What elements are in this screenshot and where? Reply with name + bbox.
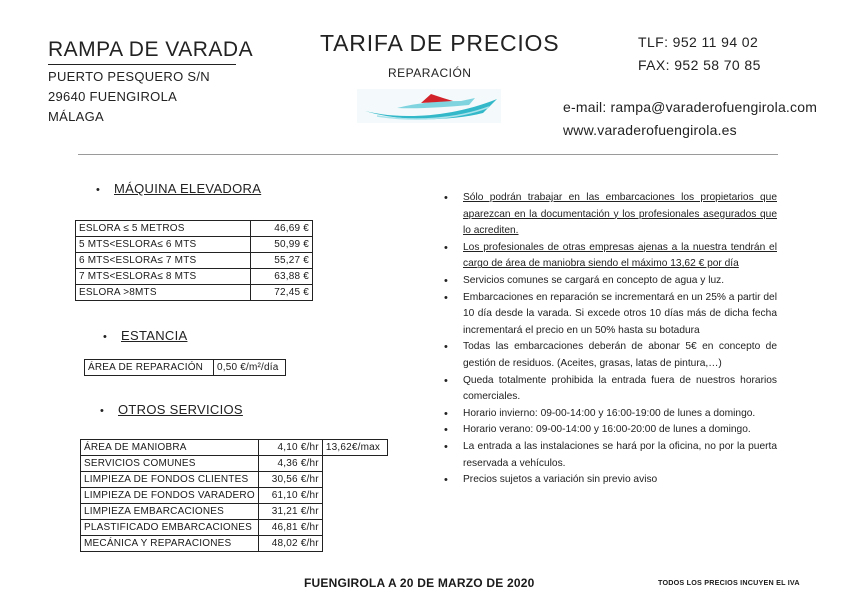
- conditions-list: [442, 190, 777, 489]
- list-item: [442, 273, 777, 290]
- table-row: [76, 237, 313, 253]
- email-address[interactable]: e-mail: rampa@varaderofuengirola.com: [563, 99, 818, 115]
- table-row: [81, 520, 388, 536]
- estancia-price-table: [84, 359, 286, 376]
- footer-date: FUENGIROLA A 20 DE MARZO DE 2020: [304, 576, 535, 590]
- row-label: 6 MTS<ESLORA≤ 7 MTS: [76, 253, 251, 269]
- row-price: 0,50 €/m²/día: [214, 360, 286, 376]
- row-price: 46,69 €: [251, 221, 313, 237]
- table-row: [76, 221, 313, 237]
- row-price: 4,10 €/hr: [258, 440, 322, 456]
- section-title: OTROS SERVICIOS: [118, 402, 243, 417]
- note-text: Horario verano: 09-00-14:00 y 16:00-20:00 de lunes a domingo.: [463, 424, 751, 436]
- note-text: Queda totalmente prohibida la entrada fuera de nuestros horarios comerciales.: [463, 374, 777, 403]
- row-label: ÁREA DE MANIOBRA: [81, 440, 259, 456]
- boat-logo-icon: [357, 89, 501, 123]
- list-item: [442, 339, 777, 372]
- note-text: Todas las embarcaciones deberán de abonar 5€ en concepto de gestión de residuos. (Aceites, grasas, latas de pintura,…): [463, 341, 777, 369]
- address-line-3: MÁLAGA: [48, 109, 104, 124]
- address-line-1: PUERTO PESQUERO S/N: [48, 69, 210, 84]
- table-row: [81, 536, 388, 552]
- note-text: Embarcaciones en reparación se incrementará en un 25% a partir del 10 día desde la varada. Si excede otros 10 días más de dicha fecha incrementará el precio en un 50% hasta su botadura: [463, 291, 777, 336]
- row-label: ESLORA ≤ 5 METROS: [76, 221, 251, 237]
- table-row: [81, 456, 388, 472]
- table-row: [76, 269, 313, 285]
- table-row: [76, 253, 313, 269]
- section-maquina-elevadora: [96, 181, 261, 196]
- row-label: MECÁNICA Y REPARACIONES: [81, 536, 259, 552]
- table-row: [76, 285, 313, 301]
- note-text: La entrada a las instalaciones se hará por la oficina, no por la puerta reservada a vehículos.: [463, 440, 777, 469]
- row-price: 50,99 €: [251, 237, 313, 253]
- table-row: [85, 360, 286, 376]
- phone-number: TLF: 952 11 94 02: [638, 34, 759, 50]
- note-text: Horario invierno: 09-00-14:00 y 16:00-19:00 de lunes a domingo.: [463, 407, 756, 419]
- row-price: 61,10 €/hr: [258, 488, 322, 504]
- row-price: 72,45 €: [251, 285, 313, 301]
- company-name-underline: [48, 64, 236, 65]
- row-max-price: 13,62€/max: [322, 440, 387, 456]
- list-item: [442, 422, 777, 439]
- note-text: Los profesionales de otras empresas ajenas a la nuestra tendrán el cargo de área de maniobra siendo el máximo 13,62 € por día: [463, 241, 777, 270]
- list-item: [442, 439, 777, 472]
- address-line-2: 29640 FUENGIROLA: [48, 89, 178, 104]
- footer-iva-note: TODOS LOS PRECIOS INCUYEN EL IVA: [658, 578, 800, 587]
- otros-price-table: [80, 439, 388, 552]
- note-text: Sólo podrán trabajar en las embarcaciones los propietarios que aparezcan en la documentación y los profesionales asegurados que lo acrediten.: [463, 192, 777, 237]
- row-label: ESLORA >8MTS: [76, 285, 251, 301]
- list-item: [442, 373, 777, 406]
- row-label: LIMPIEZA DE FONDOS VARADERO: [81, 488, 259, 504]
- table-row: [81, 504, 388, 520]
- website-url[interactable]: www.varaderofuengirola.es: [563, 122, 737, 138]
- document-subtitle: REPARACIÓN: [388, 66, 472, 80]
- row-price: 31,21 €/hr: [258, 504, 322, 520]
- company-name: RAMPA DE VARADA: [48, 38, 254, 61]
- table-row: [81, 472, 388, 488]
- list-item: [442, 406, 777, 423]
- row-label: LIMPIEZA EMBARCACIONES: [81, 504, 259, 520]
- section-title: ESTANCIA: [121, 328, 188, 343]
- row-label: LIMPIEZA DE FONDOS CLIENTES: [81, 472, 259, 488]
- row-price: 46,81 €/hr: [258, 520, 322, 536]
- section-estancia: [103, 328, 187, 343]
- table-row: [81, 440, 388, 456]
- fax-number: FAX: 952 58 70 85: [638, 57, 761, 73]
- note-text: Precios sujetos a variación sin previo aviso: [463, 474, 658, 486]
- note-text: Servicios comunes se cargará en concepto de agua y luz.: [463, 274, 725, 286]
- row-price: 55,27 €: [251, 253, 313, 269]
- maquina-price-table: [75, 220, 313, 301]
- row-price: 48,02 €/hr: [258, 536, 322, 552]
- section-otros-servicios: [100, 402, 243, 417]
- bullet-icon: •: [96, 184, 101, 196]
- list-item: [442, 290, 777, 340]
- header-divider: [78, 154, 778, 155]
- table-row: [81, 488, 388, 504]
- row-label: SERVICIOS COMUNES: [81, 456, 259, 472]
- row-label: 5 MTS<ESLORA≤ 6 MTS: [76, 237, 251, 253]
- row-label: ÁREA DE REPARACIÓN: [85, 360, 214, 376]
- row-price: 30,56 €/hr: [258, 472, 322, 488]
- list-item: [442, 472, 777, 489]
- row-price: 4,36 €/hr: [258, 456, 322, 472]
- row-price: 63,88 €: [251, 269, 313, 285]
- row-label: 7 MTS<ESLORA≤ 8 MTS: [76, 269, 251, 285]
- row-label: PLASTIFICADO EMBARCACIONES: [81, 520, 259, 536]
- section-title: MÁQUINA ELEVADORA: [114, 181, 262, 196]
- list-item: [442, 240, 777, 273]
- document-title: TARIFA DE PRECIOS: [320, 30, 560, 56]
- bullet-icon: •: [100, 405, 105, 417]
- bullet-icon: •: [103, 331, 108, 343]
- list-item: [442, 190, 777, 240]
